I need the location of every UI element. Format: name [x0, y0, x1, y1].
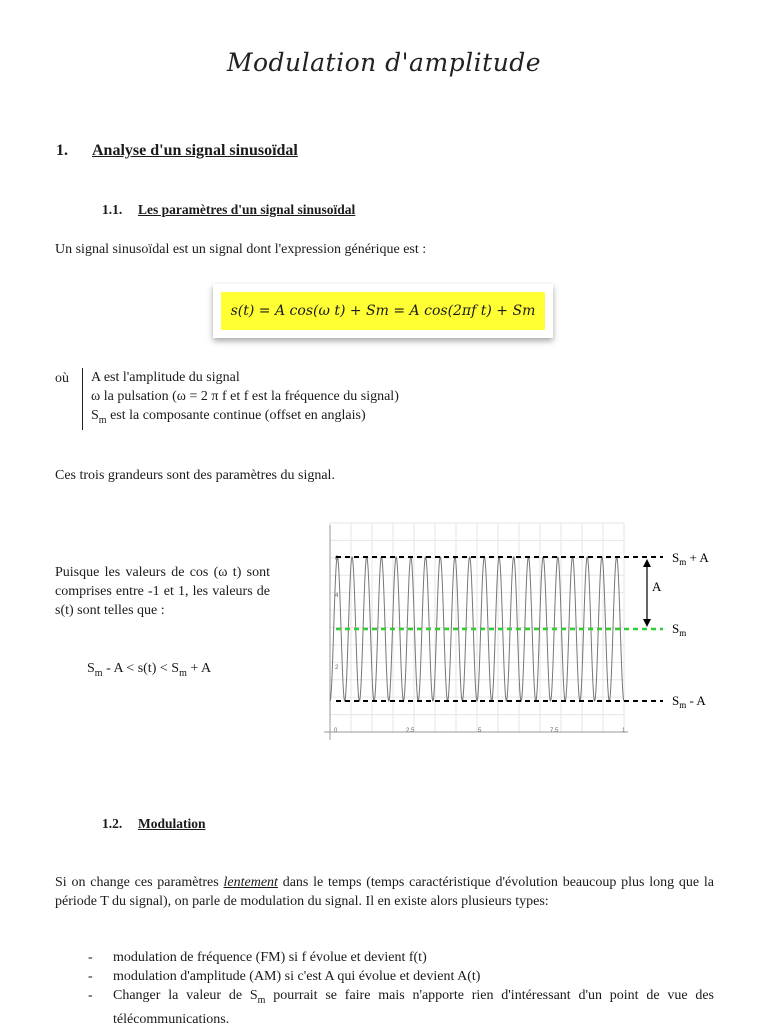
x-tick-label: 7.5	[550, 728, 559, 734]
page-title: Modulation d'amplitude	[226, 48, 542, 77]
list-item: - modulation d'amplitude (AM) si c'est A qui évolue et devient A(t)	[88, 969, 481, 984]
inequality: $S_m - A < s(t) < S_m + A$	[87, 661, 212, 679]
arrow-head-down	[643, 619, 651, 627]
list-item: - modulation de fréquence (FM) si f évolue et devient f(t)	[88, 950, 427, 965]
section-title: Modulation	[138, 816, 206, 831]
param-offset: $S_m$ est la composante continue (offset en anglais)	[91, 408, 366, 426]
modulation-types-list	[88, 948, 714, 1029]
y-tick-label: 4	[335, 593, 339, 599]
x-tick-label: 2.5	[406, 728, 415, 734]
x-tick-label: 1	[622, 728, 626, 734]
section-number: 1.1.	[102, 202, 123, 217]
y-tick-label: 6	[335, 556, 339, 562]
param-pulsation: ω la pulsation (ω = 2 π f et f est la fréquence du signal)	[91, 389, 399, 404]
amplitude-label: A	[652, 579, 662, 594]
conclusion-paragraph: Ces trois grandeurs sont des paramètres du signal.	[55, 468, 335, 483]
lower-label: $S_m$ - A	[672, 693, 706, 710]
param-amplitude: A est l'amplitude du signal	[91, 370, 240, 385]
section-title: Analyse d'un signal sinusoïdal	[92, 142, 298, 159]
ou-label: où	[55, 371, 69, 386]
y-tick-label: 2	[335, 665, 339, 671]
intro-paragraph: Un signal sinusoïdal est un signal dont l'expression générique est :	[55, 242, 427, 257]
signal-chart	[318, 515, 738, 747]
section-number: 1.	[56, 142, 68, 159]
section-1-2-heading	[102, 816, 206, 832]
cos-paragraph: Puisque les valeurs de cos (ω t) sont comprises entre -1 et 1, les valeurs de s(t) sont telles que :	[55, 565, 270, 618]
parameter-list	[82, 368, 399, 430]
upper-label: $S_m + A$	[672, 550, 709, 567]
arrow-head-up	[643, 559, 651, 567]
modulation-paragraph: Si on change ces paramètres lentement dans le temps (temps caractéristique d'évolution beaucoup plus long que la période T du signal), on parle de modulation du signal. Il en existe alors plusieurs types:	[55, 875, 714, 909]
section-title: Les paramètres d'un signal sinusoïdal	[138, 202, 356, 217]
formula: s(t) = A cos(ω t) + Sm = A cos(2πf t) + Sm	[221, 292, 545, 330]
section-number: 1.2.	[102, 816, 123, 831]
list-item: - Changer la valeur de $S_m$ pourrait se faire mais n'apporte rien d'intéressant d'un point de vue des télécommunications.	[88, 988, 714, 1027]
section-1-heading	[56, 142, 298, 160]
x-tick-label: 5	[478, 728, 482, 734]
section-1-1-heading	[102, 202, 355, 218]
offset-label: $S_m$	[672, 621, 687, 638]
formula-box	[213, 284, 553, 338]
x-tick-label: 0	[334, 728, 338, 734]
